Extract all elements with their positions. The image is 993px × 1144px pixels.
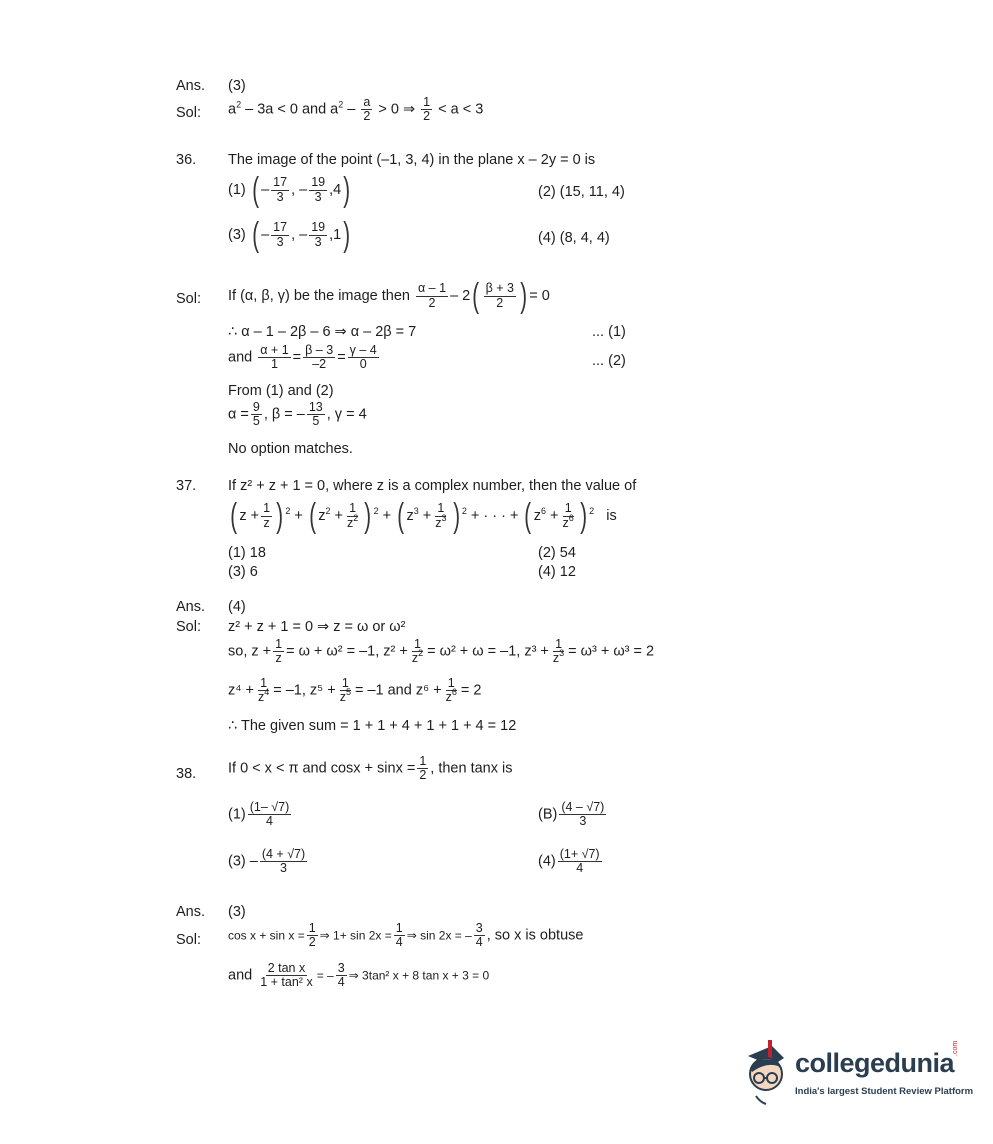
option-1: (1) ( – $\frac{17}{3}$ , – $\frac{19}{3}$ ,4) — [228, 171, 351, 209]
option-2: (2) (15, 11, 4) — [538, 184, 625, 200]
question-number: 37. — [176, 478, 197, 494]
answer-value: (3) — [228, 78, 246, 94]
solution-label: Sol: — [176, 105, 201, 121]
option-3: (3) 6 — [228, 564, 258, 580]
option-3: (3) ( – $\frac{17}{3}$ , – $\frac{19}{3}$ ,1) — [228, 216, 351, 254]
answer-label: Ans. — [176, 904, 206, 920]
q38-solution-line-1: cos x + sin x = $\frac{1}{2}$ ⇒ 1+ sin 2x = $\frac{1}{4}$ ⇒ sin 2x = – $\frac{3}{4}$ , so x is obtuse — [228, 921, 584, 950]
q37-solution-line-2: so, z + $\frac{1}{z}$ = ω + ω² = –1, z² + $\frac{1}{z^2}$ = ω² + ω = –1, z³ + $\frac{1}{z^3}$ = ω³ + ω³ = 2 — [228, 637, 655, 666]
q36-solution-line-1: If (α, β, γ) be the image then $\frac{\alpha - 1}{2}$ – 2( $\frac{\beta + 3}{2}$ ) = 0 — [228, 277, 550, 315]
question-text: If 0 < x < π and cosx + sinx = $\frac{1}{2}$ , then tanx is — [228, 754, 513, 783]
solution-label: Sol: — [176, 291, 201, 307]
logo-tagline: India's largest Student Review Platform — [795, 1086, 974, 1097]
q36-solution-line-3: and $\frac{\alpha + 1}{1}$ = $\frac{\beta - 3}{-2}$ = $\frac{\gamma - 4}{0}$ — [228, 343, 377, 372]
option-3: (3) – $\frac{(4 + √7)}{3}$ — [228, 847, 306, 876]
solution-label: Sol: — [176, 619, 201, 635]
equation-ref-2: ... (2) — [592, 353, 626, 369]
solution-label: Sol: — [176, 932, 201, 948]
question-number: 38. — [176, 766, 197, 782]
answer-value: (3) — [228, 904, 246, 920]
logo-domain: .com — [952, 1040, 959, 1056]
q35-solution: $a^2 - 3a < 0$ and $a^2$ – $\frac{a}{2}$ > 0 ⇒ $\frac{1}{2}$ < a < 3 — [228, 95, 484, 124]
q37-solution-line-3: z⁴ + $\frac{1}{z^4}$ = –1, z⁵ + $\frac{1}{z^5}$ = –1 and z⁶ + $\frac{1}{z^6}$ = 2 — [228, 676, 482, 705]
option-1: (1) 18 — [228, 545, 266, 561]
answer-label: Ans. — [176, 78, 206, 94]
option-4: (4) 12 — [538, 564, 576, 580]
q37-solution-line-1: z² + z + 1 = 0 ⇒ z = ω or ω² — [228, 619, 406, 635]
option-1: (1) $\frac{(1- √7)}{4}$ — [228, 800, 290, 829]
question-text: The image of the point (–1, 3, 4) in the plane x – 2y = 0 is — [228, 152, 596, 168]
q38-solution-line-2: and $\frac{\text{2 tan x}}{\text{1 + tan² x}}$ = – $\frac{3}{4}$ ⇒ 3tan² x + 8 tan x + 3 = 0 — [228, 961, 490, 990]
q37-expression: ( z + $\frac{1}{z}$ ) $^2$ + ( $z^2$ + $\frac{1}{z^2}$ ) $^2$ + ( $z^3$ + $\frac{1}{z^3}$ ) $^2$ + · · · + ( $z^6$ + $\frac{1}{z^6}$ ) $^2$ is — [230, 497, 617, 535]
option-4: (4) (8, 4, 4) — [538, 230, 610, 246]
q36-solution-line-5: α = $\frac{9}{5}$ , β = – $\frac{13}{5}$ , γ = 4 — [228, 400, 367, 429]
q36-solution-line-4: From (1) and (2) — [228, 383, 334, 399]
option-2: (2) 54 — [538, 545, 576, 561]
answer-label: Ans. — [176, 599, 206, 615]
option-2: (B) $\frac{(4 - √7)}{3}$ — [538, 800, 605, 829]
option-4: (4) $\frac{(1+ √7)}{4}$ — [538, 847, 600, 876]
q37-solution-line-4: ∴ The given sum = 1 + 1 + 4 + 1 + 1 + 4 = 12 — [228, 718, 517, 734]
question-text: If z² + z + 1 = 0, where z is a complex number, then the value of — [228, 478, 637, 494]
logo-wordmark: collegedunia — [795, 1048, 955, 1078]
answer-value: (4) — [228, 599, 246, 615]
question-number: 36. — [176, 152, 197, 168]
equation-ref-1: ... (1) — [592, 324, 626, 340]
q36-solution-line-6: No option matches. — [228, 441, 353, 457]
q36-solution-line-2: ∴ α – 1 – 2β – 6 ⇒ α – 2β = 7 — [228, 324, 417, 340]
